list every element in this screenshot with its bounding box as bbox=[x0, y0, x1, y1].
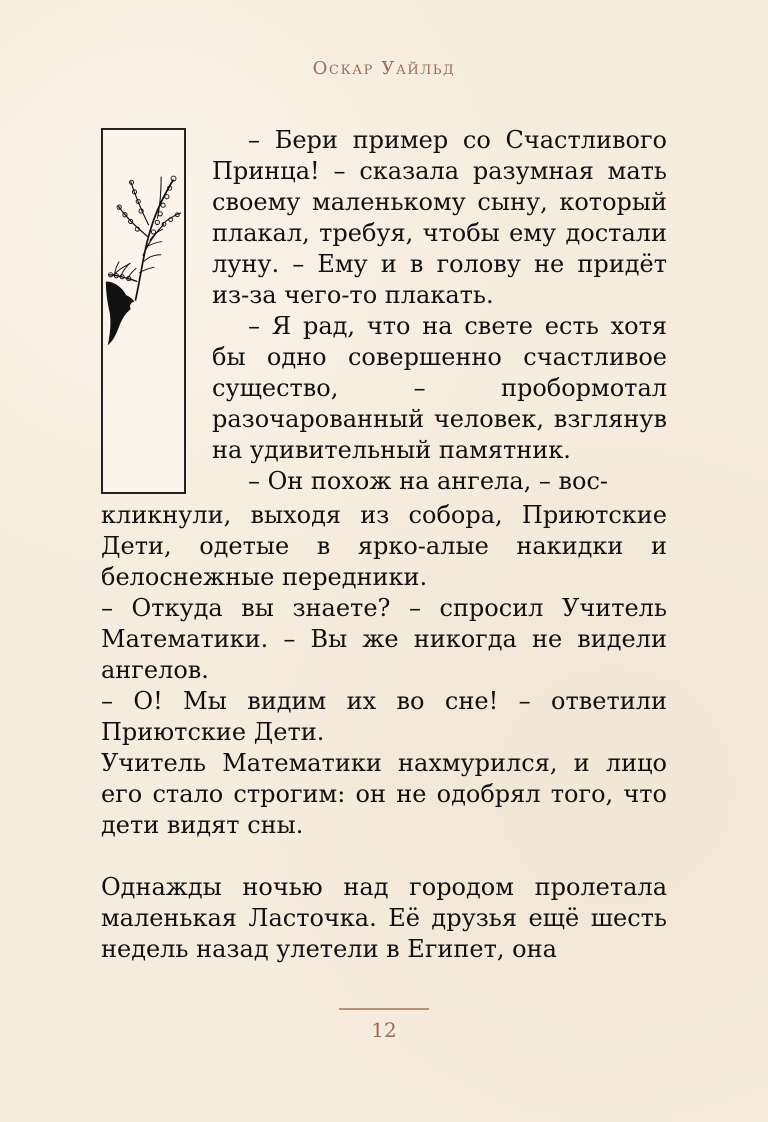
page-header-author: Оскар Уайльд bbox=[312, 58, 456, 79]
paragraph-3-start: – Он похож на ангела, – вос- bbox=[248, 467, 609, 495]
paragraph-2: – Я рад, что на свете есть хотя бы одно совершенно счастливое существо, – пробормотал разочарованный человек, взглянув на удивительный памятник. bbox=[212, 312, 667, 464]
paragraph-4: – Откуда вы знаете? – спросил Учитель Математики. – Вы же никогда не видели ангелов. bbox=[101, 594, 667, 684]
paragraph-6: Учитель Математики нахмурился, и лицо его стало строгим: он не одобрял того, что дети видят сны. bbox=[101, 749, 667, 839]
main-text-block bbox=[101, 500, 667, 965]
wrapped-text-block bbox=[212, 125, 667, 497]
tree-branch-icon bbox=[103, 130, 184, 492]
paragraph-5: – О! Мы видим их во сне! – ответили Приютские Дети. bbox=[101, 687, 667, 746]
footer-divider bbox=[339, 1008, 429, 1010]
paragraph-1: – Бери пример со Счастливого Принца! – сказала разумная мать своему маленькому сыну, который плакал, требуя, чтобы ему достали луну. – Ему и в голову не придёт из-за чего-то плакать. bbox=[212, 126, 667, 309]
tree-branch-illustration bbox=[101, 128, 186, 494]
paragraph-3-rest: кликнули, выходя из собора, Приютские Дети, одетые в ярко-алые накидки и белоснежные передники. bbox=[101, 501, 667, 591]
paragraph-gap bbox=[101, 841, 667, 872]
paragraph-7: Однажды ночью над городом пролетала маленькая Ласточка. Её друзья ещё шесть недель назад улетели в Египет, она bbox=[101, 873, 667, 963]
page-number: 12 bbox=[371, 1018, 397, 1042]
